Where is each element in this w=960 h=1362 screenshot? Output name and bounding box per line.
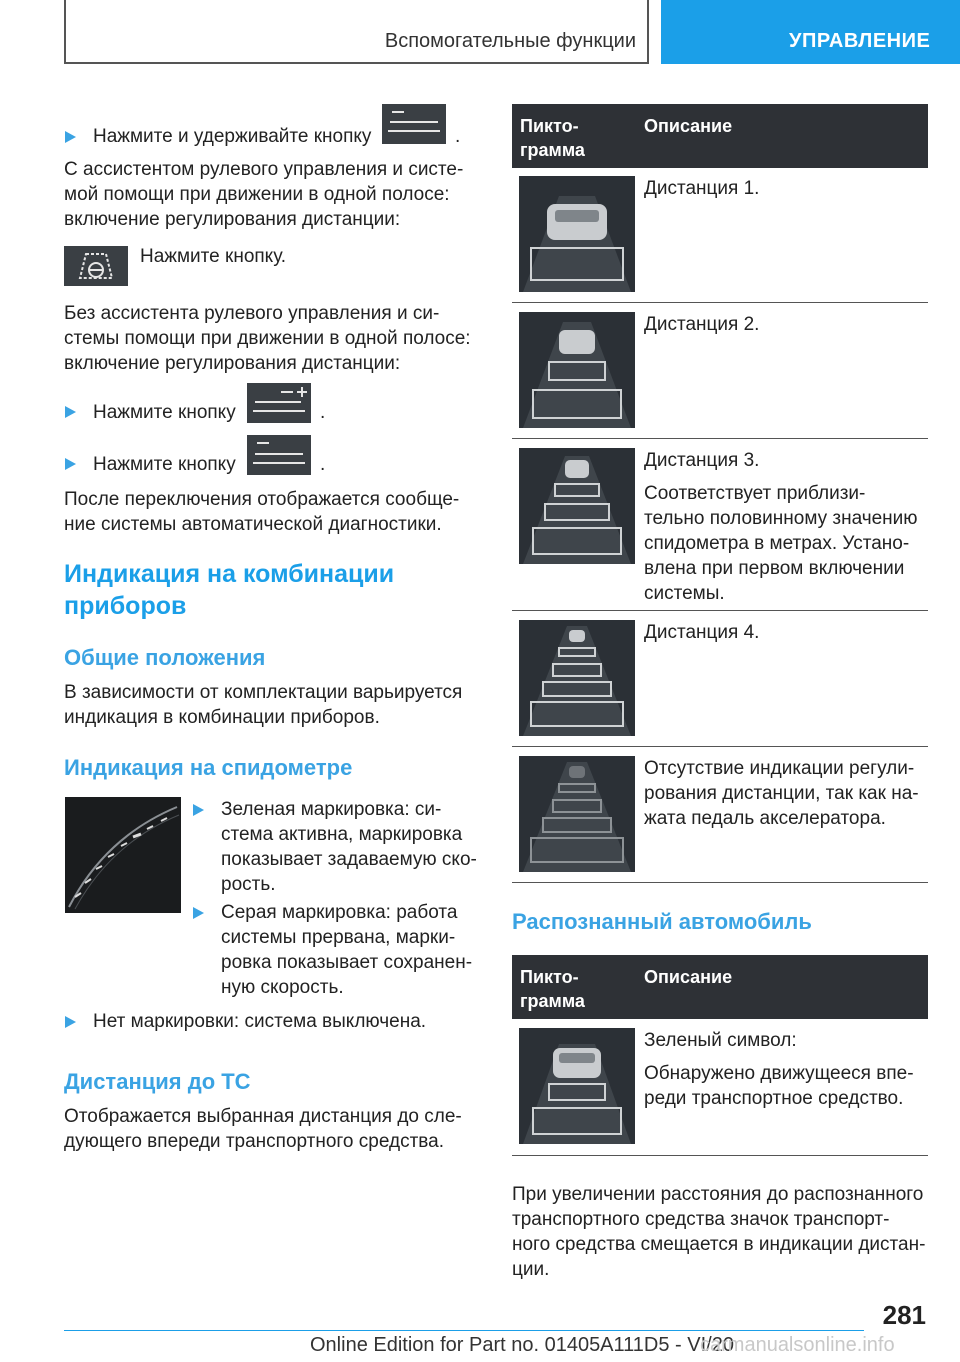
chapter-tab-label: УПРАВЛЕНИЕ xyxy=(789,30,931,52)
page-number: 281 xyxy=(882,1300,926,1330)
table-row-3-text: Дистанция 3. Соответствует приблизи- тельно половинному значению спидометра в метрах. Устано- влена при первом включении системы. xyxy=(644,450,918,604)
distance-none-pictogram xyxy=(519,756,635,872)
detected-vehicle-text: Зеленый символ: Обнаружено движущееся впе- реди транспортное средство. xyxy=(644,1030,914,1109)
table-row-5-text: Отсутствие индикации регули- рования дистанции, так как на- жата педаль акселератора. xyxy=(644,758,919,829)
press-button-text: Нажмите кнопку. xyxy=(140,246,287,267)
table-row-2-text: Дистанция 2. xyxy=(644,314,760,335)
bullet-triangle-icon xyxy=(193,804,204,816)
paragraph-self-diagnosis: После переключения отображается сообще- ние системы автоматической диагностики. xyxy=(64,489,460,535)
heading-general: Общие положения xyxy=(64,645,266,670)
bullet-triangle-icon xyxy=(65,406,76,418)
heading-distance: Дистанция до ТС xyxy=(64,1069,251,1094)
distance-4-pictogram xyxy=(519,620,635,736)
table-row-4-text: Дистанция 4. xyxy=(644,622,760,643)
speedometer-image xyxy=(65,797,181,913)
speedo-green-marking: Зеленая маркировка: си- стема активна, маркировка показывает задаваемую ско- рость. xyxy=(221,799,477,895)
bullet-triangle-icon xyxy=(65,1016,76,1028)
speedo-grey-marking: Серая маркировка: работа системы прервана, марки- ровка показывает сохранен- ную скорость. xyxy=(221,902,473,998)
steering-assistant-button-icon xyxy=(64,246,128,286)
column-description: Описание xyxy=(644,116,733,136)
step-end-dot: . xyxy=(320,454,326,475)
heading-instrument-cluster: Индикация на комбинации приборов xyxy=(64,560,395,620)
section-title: Вспомогательные функции xyxy=(384,30,636,52)
table-row-1-text: Дистанция 1. xyxy=(644,178,760,199)
paragraph-distance-shift: При увеличении расстояния до распознанного транспортного средства значок транспорт- ного средства смещается в индикации дистан- ции. xyxy=(512,1184,926,1280)
speedo-no-marking: Нет маркировки: система выключена. xyxy=(93,1011,427,1032)
distance-3-pictogram xyxy=(519,448,635,564)
row-divider xyxy=(512,302,928,303)
distance-button-icon xyxy=(382,104,446,144)
paragraph-with-assistant: С ассистентом рулевого управления и систе- мой помощи при движении в одной полосе: включение регулирования дистанции: xyxy=(64,159,464,230)
row-divider xyxy=(512,438,928,439)
row-divider xyxy=(512,746,928,747)
row-divider xyxy=(512,610,928,611)
step-hold-button: Нажмите и удерживайте кнопку xyxy=(93,126,372,147)
paragraph-distance: Отображается выбранная дистанция до сле- дующего впереди транспортного средства. xyxy=(64,1106,462,1152)
row-divider xyxy=(512,882,928,883)
step-end-dot: . xyxy=(320,402,326,423)
step-press-button-plus: Нажмите кнопку xyxy=(93,402,236,423)
table-header xyxy=(512,955,928,1019)
footer-divider xyxy=(64,1330,864,1331)
paragraph-general: В зависимости от комплектации варьируется индикация в комбинации приборов. xyxy=(64,682,463,728)
column-description: Описание xyxy=(644,967,733,987)
row-divider xyxy=(512,1155,928,1156)
watermark: carmanualsonline.info xyxy=(700,1334,895,1356)
heading-detected-vehicle: Распознанный автомобиль xyxy=(512,909,812,934)
bullet-triangle-icon xyxy=(65,131,76,143)
bullet-triangle-icon xyxy=(193,907,204,919)
distance-minus-button-icon xyxy=(247,435,311,475)
heading-speedometer: Индикация на спидометре xyxy=(64,755,353,780)
step-end-dot: . xyxy=(455,126,461,147)
column-pictogram: Пикто- грамма xyxy=(520,116,585,160)
distance-plus-button-icon xyxy=(247,383,311,423)
edition-text: Online Edition for Part no. 01405A111D5 - VI/20 xyxy=(310,1334,734,1356)
chapter-tab[interactable] xyxy=(661,0,960,64)
table-header xyxy=(512,104,928,168)
bullet-triangle-icon xyxy=(65,458,76,470)
column-pictogram: Пикто- грамма xyxy=(520,967,585,1011)
distance-2-pictogram xyxy=(519,312,635,428)
step-press-button-minus: Нажмите кнопку xyxy=(93,454,236,475)
paragraph-without-assistant: Без ассистента рулевого управления и си- стемы помощи при движении в одной полосе: включение регулирования дистанции: xyxy=(64,303,471,374)
distance-1-pictogram xyxy=(519,176,635,292)
detected-vehicle-pictogram xyxy=(519,1028,635,1144)
